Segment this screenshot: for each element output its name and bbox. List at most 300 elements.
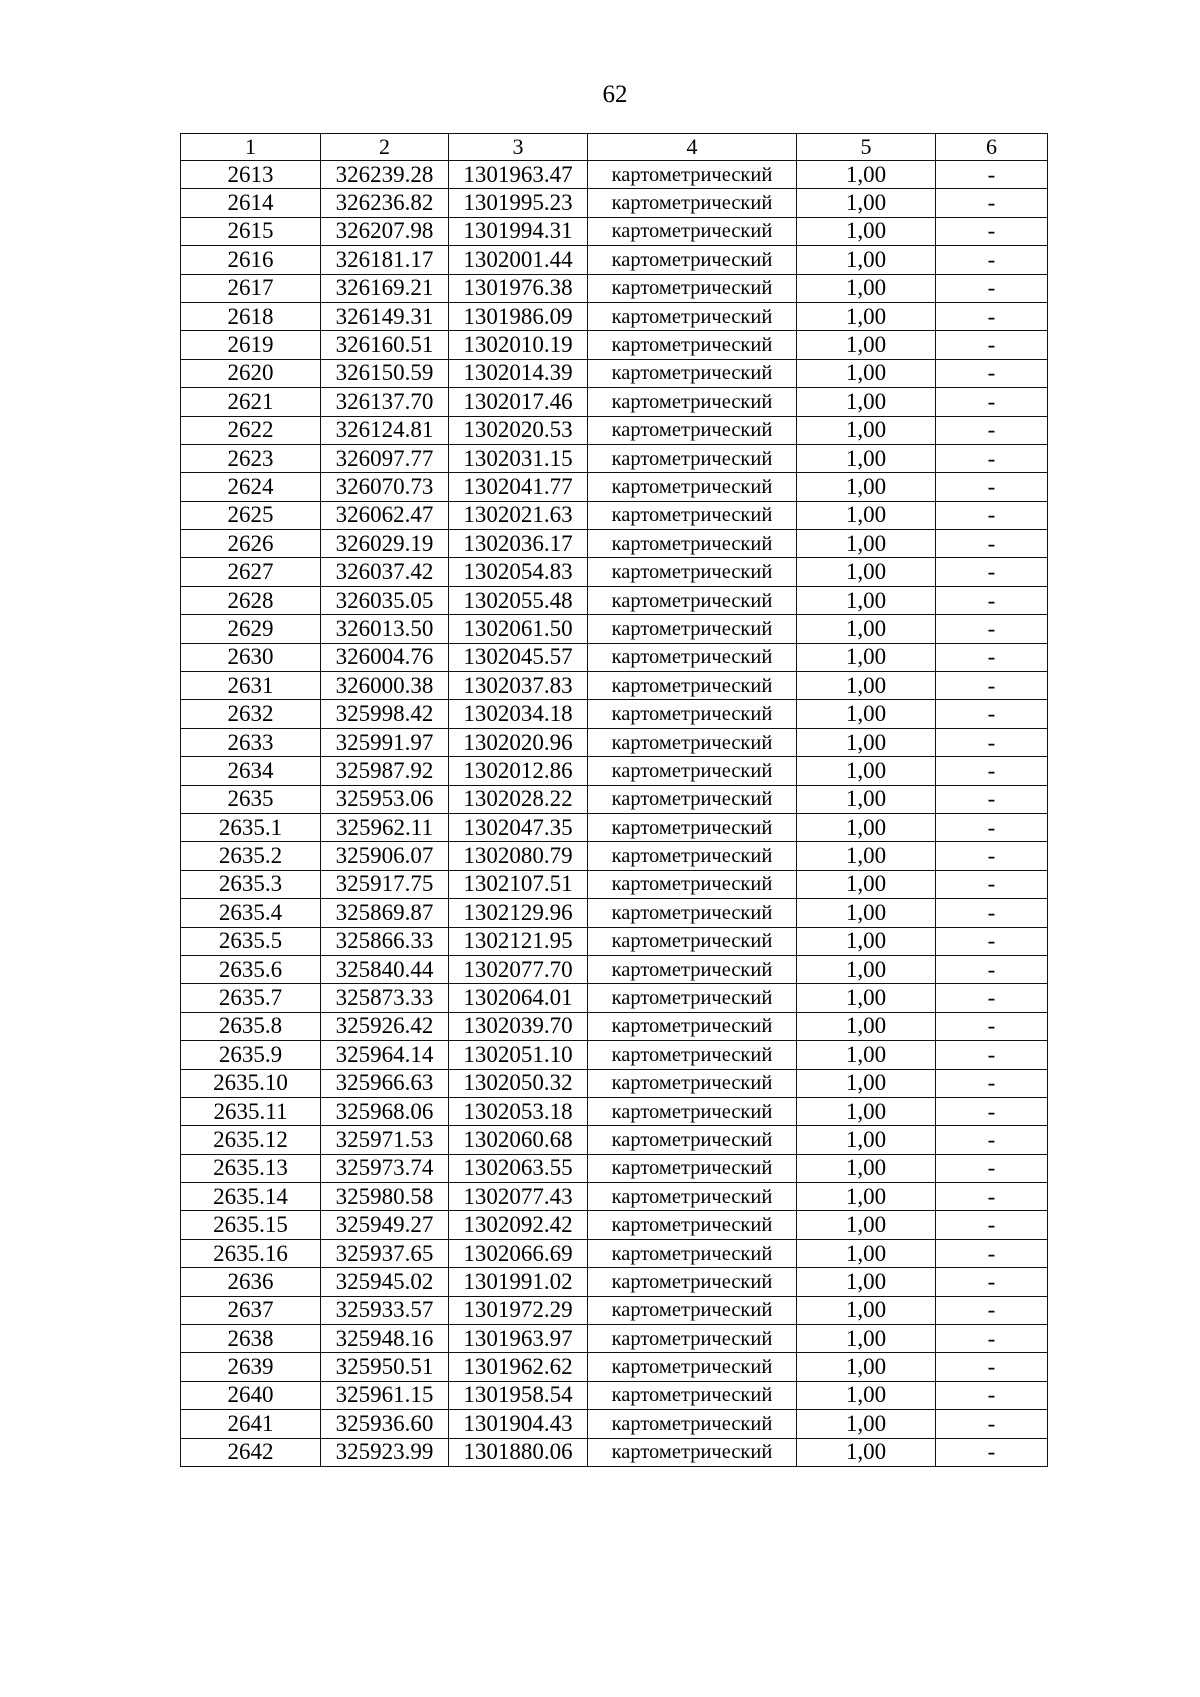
table-row — [181, 1239, 1048, 1267]
note-cell: - — [936, 388, 1048, 416]
point-number-cell: 2637 — [181, 1296, 321, 1324]
y-coordinate-cell: 1302020.96 — [449, 728, 588, 756]
accuracy-cell: 1,00 — [797, 416, 936, 444]
y-coordinate-cell: 1302020.53 — [449, 416, 588, 444]
accuracy-cell: 1,00 — [797, 728, 936, 756]
table-row — [181, 1325, 1048, 1353]
table-row — [181, 444, 1048, 472]
point-number-cell: 2635.5 — [181, 927, 321, 955]
point-number-cell: 2617 — [181, 274, 321, 302]
x-coordinate-cell: 326149.31 — [321, 302, 449, 330]
point-number-cell: 2640 — [181, 1381, 321, 1409]
accuracy-cell: 1,00 — [797, 842, 936, 870]
point-number-cell: 2635.4 — [181, 899, 321, 927]
x-coordinate-cell: 325869.87 — [321, 899, 449, 927]
method-cell: картометрический — [588, 1381, 797, 1409]
method-cell: картометрический — [588, 785, 797, 813]
note-cell: - — [936, 785, 1048, 813]
x-coordinate-cell: 326239.28 — [321, 161, 449, 189]
y-coordinate-cell: 1301976.38 — [449, 274, 588, 302]
y-coordinate-cell: 1301904.43 — [449, 1410, 588, 1438]
point-number-cell: 2622 — [181, 416, 321, 444]
note-cell: - — [936, 1126, 1048, 1154]
method-cell: картометрический — [588, 757, 797, 785]
x-coordinate-cell: 325987.92 — [321, 757, 449, 785]
method-cell: картометрический — [588, 1069, 797, 1097]
method-cell: картометрический — [588, 870, 797, 898]
method-cell: картометрический — [588, 615, 797, 643]
table-row — [181, 1211, 1048, 1239]
y-coordinate-cell: 1302066.69 — [449, 1239, 588, 1267]
method-cell: картометрический — [588, 1239, 797, 1267]
point-number-cell: 2624 — [181, 473, 321, 501]
y-coordinate-cell: 1301963.97 — [449, 1325, 588, 1353]
accuracy-cell: 1,00 — [797, 1353, 936, 1381]
method-cell: картометрический — [588, 359, 797, 387]
x-coordinate-cell: 325840.44 — [321, 955, 449, 983]
method-cell: картометрический — [588, 728, 797, 756]
table-row — [181, 1183, 1048, 1211]
y-coordinate-cell: 1302036.17 — [449, 530, 588, 558]
column-header: 3 — [449, 134, 588, 161]
table-row — [181, 1353, 1048, 1381]
y-coordinate-cell: 1301972.29 — [449, 1296, 588, 1324]
table-row — [181, 842, 1048, 870]
table-row — [181, 785, 1048, 813]
accuracy-cell: 1,00 — [797, 530, 936, 558]
table-row — [181, 331, 1048, 359]
x-coordinate-cell: 326169.21 — [321, 274, 449, 302]
x-coordinate-cell: 326160.51 — [321, 331, 449, 359]
accuracy-cell: 1,00 — [797, 672, 936, 700]
accuracy-cell: 1,00 — [797, 473, 936, 501]
table-header-row — [181, 134, 1048, 161]
table-row — [181, 1097, 1048, 1125]
method-cell: картометрический — [588, 161, 797, 189]
method-cell: картометрический — [588, 1410, 797, 1438]
note-cell: - — [936, 1069, 1048, 1097]
y-coordinate-cell: 1302051.10 — [449, 1041, 588, 1069]
method-cell: картометрический — [588, 927, 797, 955]
coordinates-table-body — [181, 134, 1048, 1467]
x-coordinate-cell: 326207.98 — [321, 217, 449, 245]
point-number-cell: 2638 — [181, 1325, 321, 1353]
method-cell: картометрический — [588, 1097, 797, 1125]
x-coordinate-cell: 326236.82 — [321, 189, 449, 217]
note-cell: - — [936, 615, 1048, 643]
x-coordinate-cell: 325973.74 — [321, 1154, 449, 1182]
table-row — [181, 1296, 1048, 1324]
table-row — [181, 870, 1048, 898]
y-coordinate-cell: 1302050.32 — [449, 1069, 588, 1097]
accuracy-cell: 1,00 — [797, 1183, 936, 1211]
table-row — [181, 1438, 1048, 1466]
point-number-cell: 2621 — [181, 388, 321, 416]
note-cell: - — [936, 359, 1048, 387]
point-number-cell: 2616 — [181, 246, 321, 274]
y-coordinate-cell: 1302012.86 — [449, 757, 588, 785]
note-cell: - — [936, 217, 1048, 245]
accuracy-cell: 1,00 — [797, 444, 936, 472]
point-number-cell: 2615 — [181, 217, 321, 245]
note-cell: - — [936, 1325, 1048, 1353]
y-coordinate-cell: 1301880.06 — [449, 1438, 588, 1466]
point-number-cell: 2635.1 — [181, 813, 321, 841]
y-coordinate-cell: 1301986.09 — [449, 302, 588, 330]
x-coordinate-cell: 325906.07 — [321, 842, 449, 870]
method-cell: картометрический — [588, 302, 797, 330]
method-cell: картометрический — [588, 530, 797, 558]
x-coordinate-cell: 325917.75 — [321, 870, 449, 898]
table-row — [181, 757, 1048, 785]
x-coordinate-cell: 326137.70 — [321, 388, 449, 416]
note-cell: - — [936, 1438, 1048, 1466]
column-header: 6 — [936, 134, 1048, 161]
x-coordinate-cell: 326124.81 — [321, 416, 449, 444]
x-coordinate-cell: 325953.06 — [321, 785, 449, 813]
point-number-cell: 2635.6 — [181, 955, 321, 983]
method-cell: картометрический — [588, 1211, 797, 1239]
note-cell: - — [936, 1296, 1048, 1324]
table-row — [181, 1268, 1048, 1296]
point-number-cell: 2635.3 — [181, 870, 321, 898]
method-cell: картометрический — [588, 1353, 797, 1381]
note-cell: - — [936, 1239, 1048, 1267]
column-header: 5 — [797, 134, 936, 161]
y-coordinate-cell: 1301963.47 — [449, 161, 588, 189]
table-row — [181, 1126, 1048, 1154]
method-cell: картометрический — [588, 416, 797, 444]
y-coordinate-cell: 1302077.43 — [449, 1183, 588, 1211]
x-coordinate-cell: 326035.05 — [321, 586, 449, 614]
y-coordinate-cell: 1302063.55 — [449, 1154, 588, 1182]
table-row — [181, 728, 1048, 756]
method-cell: картометрический — [588, 388, 797, 416]
x-coordinate-cell: 325926.42 — [321, 1012, 449, 1040]
accuracy-cell: 1,00 — [797, 586, 936, 614]
note-cell: - — [936, 1154, 1048, 1182]
accuracy-cell: 1,00 — [797, 1239, 936, 1267]
accuracy-cell: 1,00 — [797, 1097, 936, 1125]
x-coordinate-cell: 325968.06 — [321, 1097, 449, 1125]
y-coordinate-cell: 1302092.42 — [449, 1211, 588, 1239]
y-coordinate-cell: 1301958.54 — [449, 1381, 588, 1409]
y-coordinate-cell: 1302010.19 — [449, 331, 588, 359]
x-coordinate-cell: 325962.11 — [321, 813, 449, 841]
note-cell: - — [936, 700, 1048, 728]
y-coordinate-cell: 1302041.77 — [449, 473, 588, 501]
note-cell: - — [936, 1353, 1048, 1381]
method-cell: картометрический — [588, 955, 797, 983]
table-row — [181, 302, 1048, 330]
y-coordinate-cell: 1302077.70 — [449, 955, 588, 983]
note-cell: - — [936, 444, 1048, 472]
method-cell: картометрический — [588, 558, 797, 586]
y-coordinate-cell: 1302064.01 — [449, 984, 588, 1012]
table-row — [181, 1041, 1048, 1069]
accuracy-cell: 1,00 — [797, 927, 936, 955]
point-number-cell: 2639 — [181, 1353, 321, 1381]
y-coordinate-cell: 1302028.22 — [449, 785, 588, 813]
note-cell: - — [936, 672, 1048, 700]
y-coordinate-cell: 1302014.39 — [449, 359, 588, 387]
table-row — [181, 955, 1048, 983]
table-row — [181, 359, 1048, 387]
method-cell: картометрический — [588, 444, 797, 472]
method-cell: картометрический — [588, 1438, 797, 1466]
x-coordinate-cell: 325950.51 — [321, 1353, 449, 1381]
point-number-cell: 2635.2 — [181, 842, 321, 870]
table-row — [181, 1012, 1048, 1040]
table-row — [181, 586, 1048, 614]
accuracy-cell: 1,00 — [797, 1126, 936, 1154]
point-number-cell: 2614 — [181, 189, 321, 217]
y-coordinate-cell: 1302001.44 — [449, 246, 588, 274]
accuracy-cell: 1,00 — [797, 785, 936, 813]
note-cell: - — [936, 813, 1048, 841]
note-cell: - — [936, 586, 1048, 614]
y-coordinate-cell: 1302017.46 — [449, 388, 588, 416]
accuracy-cell: 1,00 — [797, 700, 936, 728]
accuracy-cell: 1,00 — [797, 331, 936, 359]
table-row — [181, 161, 1048, 189]
y-coordinate-cell: 1302055.48 — [449, 586, 588, 614]
accuracy-cell: 1,00 — [797, 359, 936, 387]
accuracy-cell: 1,00 — [797, 984, 936, 1012]
table-row — [181, 501, 1048, 529]
accuracy-cell: 1,00 — [797, 1069, 936, 1097]
table-row — [181, 274, 1048, 302]
accuracy-cell: 1,00 — [797, 1325, 936, 1353]
accuracy-cell: 1,00 — [797, 1296, 936, 1324]
x-coordinate-cell: 326029.19 — [321, 530, 449, 558]
method-cell: картометрический — [588, 1296, 797, 1324]
x-coordinate-cell: 325980.58 — [321, 1183, 449, 1211]
method-cell: картометрический — [588, 586, 797, 614]
point-number-cell: 2635.14 — [181, 1183, 321, 1211]
y-coordinate-cell: 1302034.18 — [449, 700, 588, 728]
table-row — [181, 899, 1048, 927]
y-coordinate-cell: 1302053.18 — [449, 1097, 588, 1125]
accuracy-cell: 1,00 — [797, 1268, 936, 1296]
note-cell: - — [936, 984, 1048, 1012]
point-number-cell: 2641 — [181, 1410, 321, 1438]
accuracy-cell: 1,00 — [797, 1211, 936, 1239]
y-coordinate-cell: 1302047.35 — [449, 813, 588, 841]
accuracy-cell: 1,00 — [797, 1381, 936, 1409]
x-coordinate-cell: 326062.47 — [321, 501, 449, 529]
accuracy-cell: 1,00 — [797, 1012, 936, 1040]
accuracy-cell: 1,00 — [797, 955, 936, 983]
note-cell: - — [936, 1012, 1048, 1040]
y-coordinate-cell: 1302060.68 — [449, 1126, 588, 1154]
note-cell: - — [936, 927, 1048, 955]
point-number-cell: 2627 — [181, 558, 321, 586]
table-row — [181, 473, 1048, 501]
point-number-cell: 2629 — [181, 615, 321, 643]
x-coordinate-cell: 325923.99 — [321, 1438, 449, 1466]
method-cell: картометрический — [588, 984, 797, 1012]
note-cell: - — [936, 1410, 1048, 1438]
x-coordinate-cell: 326181.17 — [321, 246, 449, 274]
x-coordinate-cell: 326097.77 — [321, 444, 449, 472]
method-cell: картометрический — [588, 700, 797, 728]
y-coordinate-cell: 1302031.15 — [449, 444, 588, 472]
point-number-cell: 2618 — [181, 302, 321, 330]
point-number-cell: 2626 — [181, 530, 321, 558]
point-number-cell: 2635.11 — [181, 1097, 321, 1125]
method-cell: картометрический — [588, 1126, 797, 1154]
table-row — [181, 530, 1048, 558]
accuracy-cell: 1,00 — [797, 813, 936, 841]
table-row — [181, 927, 1048, 955]
table-row — [181, 1410, 1048, 1438]
point-number-cell: 2635.10 — [181, 1069, 321, 1097]
note-cell: - — [936, 189, 1048, 217]
note-cell: - — [936, 246, 1048, 274]
point-number-cell: 2633 — [181, 728, 321, 756]
table-row — [181, 615, 1048, 643]
y-coordinate-cell: 1301995.23 — [449, 189, 588, 217]
table-row — [181, 416, 1048, 444]
table-row — [181, 558, 1048, 586]
y-coordinate-cell: 1302054.83 — [449, 558, 588, 586]
point-number-cell: 2635.13 — [181, 1154, 321, 1182]
x-coordinate-cell: 325866.33 — [321, 927, 449, 955]
y-coordinate-cell: 1302129.96 — [449, 899, 588, 927]
table-row — [181, 246, 1048, 274]
point-number-cell: 2635.8 — [181, 1012, 321, 1040]
accuracy-cell: 1,00 — [797, 501, 936, 529]
accuracy-cell: 1,00 — [797, 246, 936, 274]
point-number-cell: 2632 — [181, 700, 321, 728]
table-row — [181, 388, 1048, 416]
note-cell: - — [936, 1041, 1048, 1069]
accuracy-cell: 1,00 — [797, 899, 936, 927]
y-coordinate-cell: 1301991.02 — [449, 1268, 588, 1296]
point-number-cell: 2635.7 — [181, 984, 321, 1012]
accuracy-cell: 1,00 — [797, 161, 936, 189]
accuracy-cell: 1,00 — [797, 870, 936, 898]
y-coordinate-cell: 1302121.95 — [449, 927, 588, 955]
note-cell: - — [936, 558, 1048, 586]
point-number-cell: 2642 — [181, 1438, 321, 1466]
x-coordinate-cell: 325933.57 — [321, 1296, 449, 1324]
x-coordinate-cell: 326004.76 — [321, 643, 449, 671]
y-coordinate-cell: 1302039.70 — [449, 1012, 588, 1040]
point-number-cell: 2620 — [181, 359, 321, 387]
y-coordinate-cell: 1302080.79 — [449, 842, 588, 870]
x-coordinate-cell: 326070.73 — [321, 473, 449, 501]
note-cell: - — [936, 1183, 1048, 1211]
note-cell: - — [936, 274, 1048, 302]
note-cell: - — [936, 728, 1048, 756]
point-number-cell: 2634 — [181, 757, 321, 785]
y-coordinate-cell: 1302107.51 — [449, 870, 588, 898]
table-row — [181, 217, 1048, 245]
method-cell: картометрический — [588, 842, 797, 870]
point-number-cell: 2635.9 — [181, 1041, 321, 1069]
method-cell: картометрический — [588, 246, 797, 274]
coordinates-table — [180, 133, 1048, 1467]
method-cell: картометрический — [588, 189, 797, 217]
y-coordinate-cell: 1302037.83 — [449, 672, 588, 700]
note-cell: - — [936, 899, 1048, 927]
x-coordinate-cell: 325964.14 — [321, 1041, 449, 1069]
accuracy-cell: 1,00 — [797, 1438, 936, 1466]
method-cell: картометрический — [588, 672, 797, 700]
x-coordinate-cell: 325949.27 — [321, 1211, 449, 1239]
accuracy-cell: 1,00 — [797, 643, 936, 671]
x-coordinate-cell: 325873.33 — [321, 984, 449, 1012]
y-coordinate-cell: 1302021.63 — [449, 501, 588, 529]
accuracy-cell: 1,00 — [797, 274, 936, 302]
table-row — [181, 189, 1048, 217]
table-row — [181, 984, 1048, 1012]
note-cell: - — [936, 870, 1048, 898]
method-cell: картометрический — [588, 473, 797, 501]
table-row — [181, 643, 1048, 671]
note-cell: - — [936, 1097, 1048, 1125]
accuracy-cell: 1,00 — [797, 217, 936, 245]
y-coordinate-cell: 1302045.57 — [449, 643, 588, 671]
note-cell: - — [936, 1211, 1048, 1239]
method-cell: картометрический — [588, 1012, 797, 1040]
note-cell: - — [936, 501, 1048, 529]
x-coordinate-cell: 326000.38 — [321, 672, 449, 700]
method-cell: картометрический — [588, 501, 797, 529]
table-row — [181, 1381, 1048, 1409]
point-number-cell: 2613 — [181, 161, 321, 189]
x-coordinate-cell: 326037.42 — [321, 558, 449, 586]
note-cell: - — [936, 530, 1048, 558]
accuracy-cell: 1,00 — [797, 1041, 936, 1069]
point-number-cell: 2619 — [181, 331, 321, 359]
point-number-cell: 2631 — [181, 672, 321, 700]
column-header: 4 — [588, 134, 797, 161]
note-cell: - — [936, 416, 1048, 444]
method-cell: картометрический — [588, 331, 797, 359]
x-coordinate-cell: 325948.16 — [321, 1325, 449, 1353]
column-header: 1 — [181, 134, 321, 161]
note-cell: - — [936, 842, 1048, 870]
method-cell: картометрический — [588, 813, 797, 841]
point-number-cell: 2628 — [181, 586, 321, 614]
accuracy-cell: 1,00 — [797, 189, 936, 217]
column-header: 2 — [321, 134, 449, 161]
method-cell: картометрический — [588, 1325, 797, 1353]
x-coordinate-cell: 325966.63 — [321, 1069, 449, 1097]
table-row — [181, 813, 1048, 841]
point-number-cell: 2635.16 — [181, 1239, 321, 1267]
table-row — [181, 1154, 1048, 1182]
y-coordinate-cell: 1302061.50 — [449, 615, 588, 643]
x-coordinate-cell: 325991.97 — [321, 728, 449, 756]
note-cell: - — [936, 643, 1048, 671]
method-cell: картометрический — [588, 1183, 797, 1211]
y-coordinate-cell: 1301962.62 — [449, 1353, 588, 1381]
table-row — [181, 672, 1048, 700]
point-number-cell: 2623 — [181, 444, 321, 472]
x-coordinate-cell: 326013.50 — [321, 615, 449, 643]
x-coordinate-cell: 325945.02 — [321, 1268, 449, 1296]
note-cell: - — [936, 161, 1048, 189]
point-number-cell: 2635.12 — [181, 1126, 321, 1154]
method-cell: картометрический — [588, 1041, 797, 1069]
method-cell: картометрический — [588, 217, 797, 245]
method-cell: картометрический — [588, 274, 797, 302]
note-cell: - — [936, 302, 1048, 330]
